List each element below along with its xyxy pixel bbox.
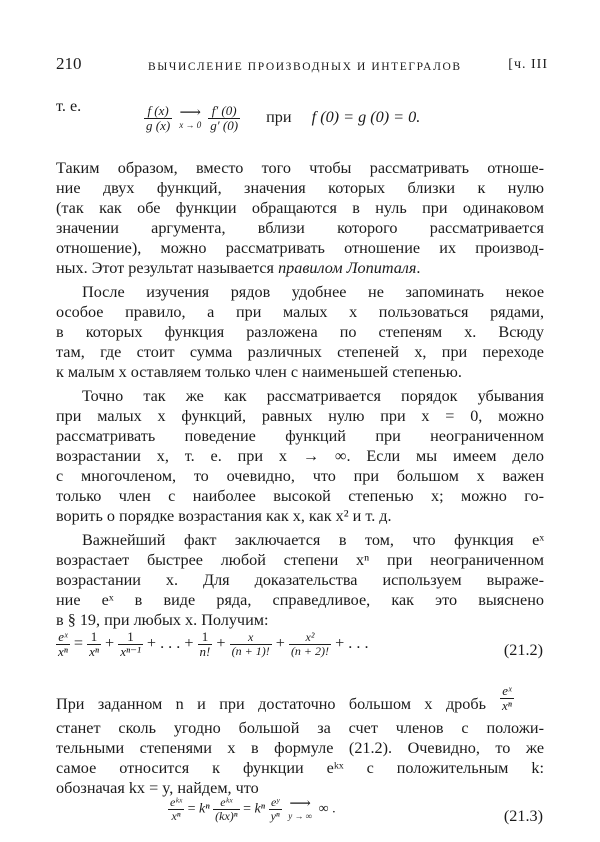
limit-arrow (179, 106, 201, 130)
text-line: При заданном n и при достаточно большом x дробь (56, 695, 486, 713)
denominator: xⁿ⁻¹ (120, 643, 141, 659)
infinity: ∞ . (318, 801, 336, 817)
fraction-f-over-g (144, 104, 172, 132)
numerator: eᵏˣ (170, 795, 183, 809)
text-line: особое правило, а при малых x пользоваться рядами, (56, 303, 544, 321)
text-line: к малым x оставляем только член с наименьшей степенью. (56, 363, 462, 381)
text-line: Важнейший факт заключается в том, что функция eˣ (82, 531, 544, 549)
denominator: xⁿ (502, 697, 512, 713)
text-line: самое относится к функции eᵏˣ с положительным k: (56, 759, 544, 777)
denominator: n! (199, 643, 211, 659)
running-title: ВЫЧИСЛЕНИЕ ПРОИЗВОДНЫХ И ИНТЕГРАЛОВ (148, 61, 462, 73)
text-line: в которых функция разложена по степеням x. Всюду (56, 323, 544, 341)
limit-arrow (288, 797, 312, 821)
equation-number: (21.2) (503, 641, 543, 659)
text-line: возрастает быстрее любой степени xⁿ при неограниченном (56, 551, 544, 569)
page-header (56, 54, 548, 76)
k-power-n: kⁿ (254, 801, 266, 817)
fraction-term (230, 631, 272, 657)
text-line: ние eˣ в виде ряда, справедливое, как это выяснено (56, 591, 544, 609)
ellipsis: + . . . (335, 633, 369, 652)
page-number: 210 (56, 54, 82, 73)
fraction-term (269, 796, 282, 822)
arrow-icon: ⟶ (289, 796, 311, 813)
text-line: ворить о порядке возрастания как x, как x² и т. д. (56, 507, 392, 525)
text-span: ных. Этот результат называется (56, 259, 279, 277)
text-line: Точно так же как рассматривается порядок убывания (82, 387, 544, 405)
equation-21-2: $\frac{\text{eˣ}}{\text{xⁿ}}$ = $\frac{1}{\text{xⁿ}}$ + $\frac{1}{\text{xⁿ⁻¹}}$ + . . . + $\frac{1}{n!}$ + $\frac{x}{(n + 1)!}$ + $\frac{\text{x²}}{(n + 2)!}$ + . . . (58, 629, 369, 659)
denominator: xⁿ (58, 643, 68, 659)
text-span: . (416, 259, 421, 277)
text-line: ние двух функций, значения которых близки к нулю (56, 179, 544, 197)
equation-21-3: $\frac{\text{eᵏˣ}}{\text{xⁿ}}$ = kⁿ $\frac{\text{eᵏˣ}}{\text{(kx)ⁿ}}$ = kⁿ $\frac{\text{eʸ}}{\text{yⁿ}}$ ⟶ y → ∞ ∞ . (170, 795, 336, 823)
fraction-term (198, 630, 213, 658)
text-line: обозначая kx = y, найдем, что (56, 779, 259, 797)
numerator: 1 (118, 630, 143, 645)
fraction-derivatives (208, 104, 240, 132)
text-line: отношение), можно рассматривать отношение их производ- (56, 239, 544, 257)
rule-name: правилом Лопиталя (278, 259, 417, 277)
text-line: тельными степенями x в формуле (21.2). Очевидно, то же (56, 739, 544, 757)
lhopital-formula (144, 104, 420, 132)
numerator: x (230, 631, 272, 645)
arrow-subscript: y → ∞ (288, 811, 313, 822)
numerator: 1 (87, 630, 101, 645)
denominator: (n + 1)! (231, 643, 270, 658)
text-line: значении аргумента, вблизи которого рассматривается (56, 219, 544, 237)
fraction-term (213, 796, 239, 822)
numerator: 1 (198, 630, 213, 645)
arrow-subscript: x → 0 (179, 120, 202, 131)
text-line: там, где стоит сумма различных степеней x, при переходе (56, 343, 544, 361)
text-line: (так как обе функции обращаются в нуль при одинаковом (56, 199, 544, 217)
text-line: возрастании x. Для доказательства используем выраже- (56, 571, 544, 589)
text-line: с многочленом, то очевидно, что при большом x важен (56, 467, 544, 485)
fraction-lhs (56, 630, 70, 658)
equation-number: (21.3) (503, 807, 543, 825)
denominator: (kx)ⁿ (215, 808, 238, 823)
text-line: После изучения рядов удобнее не запоминать некое (82, 283, 544, 301)
denominator: g′ (0) (210, 117, 239, 133)
denominator: xⁿ (89, 643, 99, 659)
denominator: xⁿ (171, 808, 181, 823)
numerator: f′ (0) (208, 104, 240, 119)
denominator: yⁿ (270, 808, 280, 823)
fraction-term (87, 630, 101, 658)
text-line: возрастании x, т. е. при x → ∞. Если мы имеем дело (56, 447, 544, 465)
text-line: т. е. (56, 97, 82, 115)
numerator: f (x) (144, 104, 172, 119)
text-line: в § 19, при любых x. Получим: (56, 611, 269, 629)
ellipsis: + . . . + (146, 633, 194, 652)
denominator: g (x) (146, 117, 171, 133)
denominator: (n + 2)! (290, 643, 330, 658)
numerator: eˣ (500, 684, 514, 699)
text-line: при малых x функций, равных нулю при x = 0, можно (56, 407, 544, 425)
fraction-term (168, 796, 184, 822)
text-line (56, 258, 544, 278)
numerator: eᵏˣ (213, 796, 239, 810)
numerator: x² (289, 631, 331, 645)
text-line: станет сколь угодно большой за счет членов с положи- (56, 719, 544, 737)
text-line: только член с наиболее высокой степенью x; можно го- (56, 487, 544, 505)
numerator: eʸ (269, 796, 282, 810)
arrow-icon: ⟶ (179, 105, 201, 122)
k-power-n: kⁿ (199, 801, 210, 817)
condition: f (0) = g (0) = 0. (311, 107, 421, 126)
word-pri: при (266, 107, 292, 126)
text-line: Таким образом, вместо того чтобы рассматривать отноше- (56, 159, 544, 177)
chapter-marker: [ч. III (508, 57, 548, 72)
fraction-term (118, 630, 143, 658)
text-line: рассматривать поведение функций при неограниченном (56, 427, 544, 445)
fraction-e-x-over-x-n (500, 684, 514, 712)
numerator: eˣ (56, 630, 70, 645)
fraction-term (289, 631, 331, 657)
